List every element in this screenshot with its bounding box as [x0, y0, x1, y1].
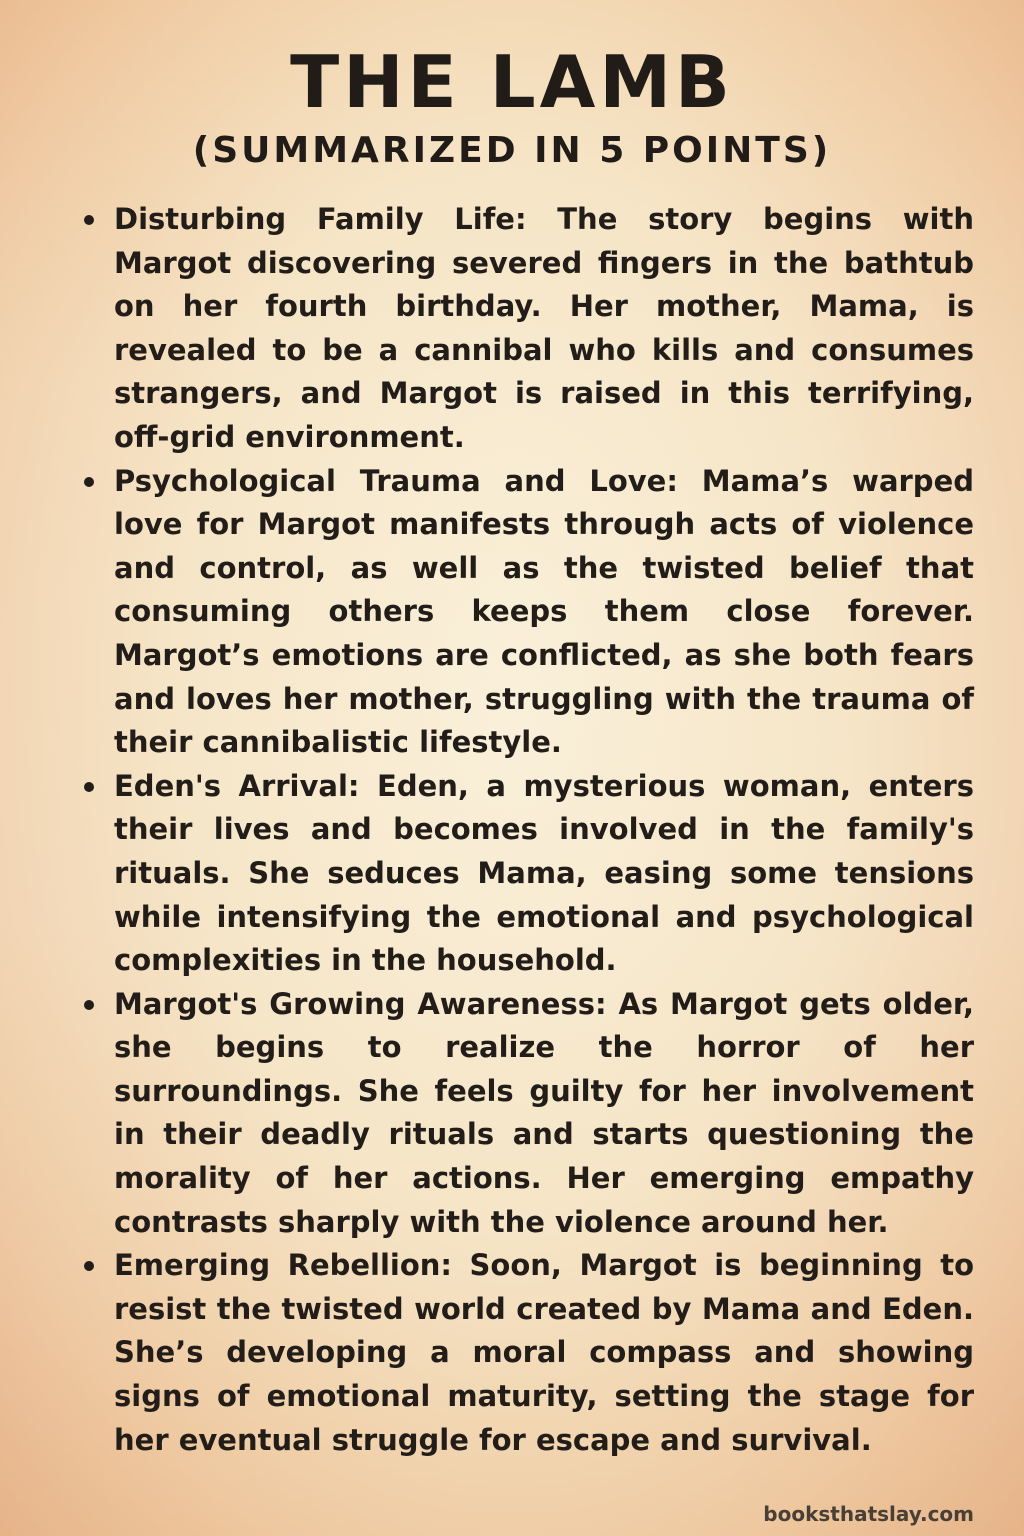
summary-point-4 [84, 983, 974, 1245]
summary-points-list [84, 198, 974, 1462]
site-watermark: booksthatslay.com [763, 1502, 974, 1526]
bullet-icon [84, 215, 94, 225]
summary-point-2 [84, 460, 974, 765]
bullet-icon [84, 477, 94, 487]
summary-point-text: Disturbing Family Life: The story begins with Margot discovering severed fingers in the bathtub on her fourth birthday. Her mother, Mama, is revealed to be a cannibal who kills and consumes strangers, and Margot is raised in this terrifying, off-grid environment. [114, 202, 974, 454]
page-subtitle: (SUMMARIZED IN 5 POINTS) [192, 130, 832, 171]
summary-point-text: Psychological Trauma and Love: Mama’s warped love for Margot manifests through acts of violence and control, as well as the twisted belief that consuming others keeps them close forever. Margot’s emotions are conflicted, as she both fears and loves her mother, struggling with the trauma of their cannibalistic lifestyle. [114, 463, 974, 760]
summary-point-text: Emerging Rebellion: Soon, Margot is beginning to resist the twisted world created by Mama and Eden. She’s developing a moral compass and showing signs of emotional maturity, setting the stage for her eventual struggle for escape and survival. [114, 1248, 974, 1457]
summary-point-1 [84, 198, 974, 460]
summary-point-text: Margot's Growing Awareness: As Margot gets older, she begins to realize the horror of her surroundings. She feels guilty for her involvement in their deadly rituals and starts questioning the morality of her actions. Her emerging empathy contrasts sharply with the violence around her. [114, 986, 974, 1239]
bullet-icon [84, 1261, 94, 1271]
bullet-icon [84, 782, 94, 792]
summary-point-text: Eden's Arrival: Eden, a mysterious woman, enters their lives and becomes involved in the family's rituals. She seduces Mama, easing some tensions while intensifying the emotional and psychological complexities in the household. [114, 768, 974, 978]
bullet-icon [84, 1000, 94, 1010]
summary-point-5 [84, 1244, 974, 1462]
summary-point-3 [84, 765, 974, 983]
page-title: THE LAMB [290, 40, 734, 124]
